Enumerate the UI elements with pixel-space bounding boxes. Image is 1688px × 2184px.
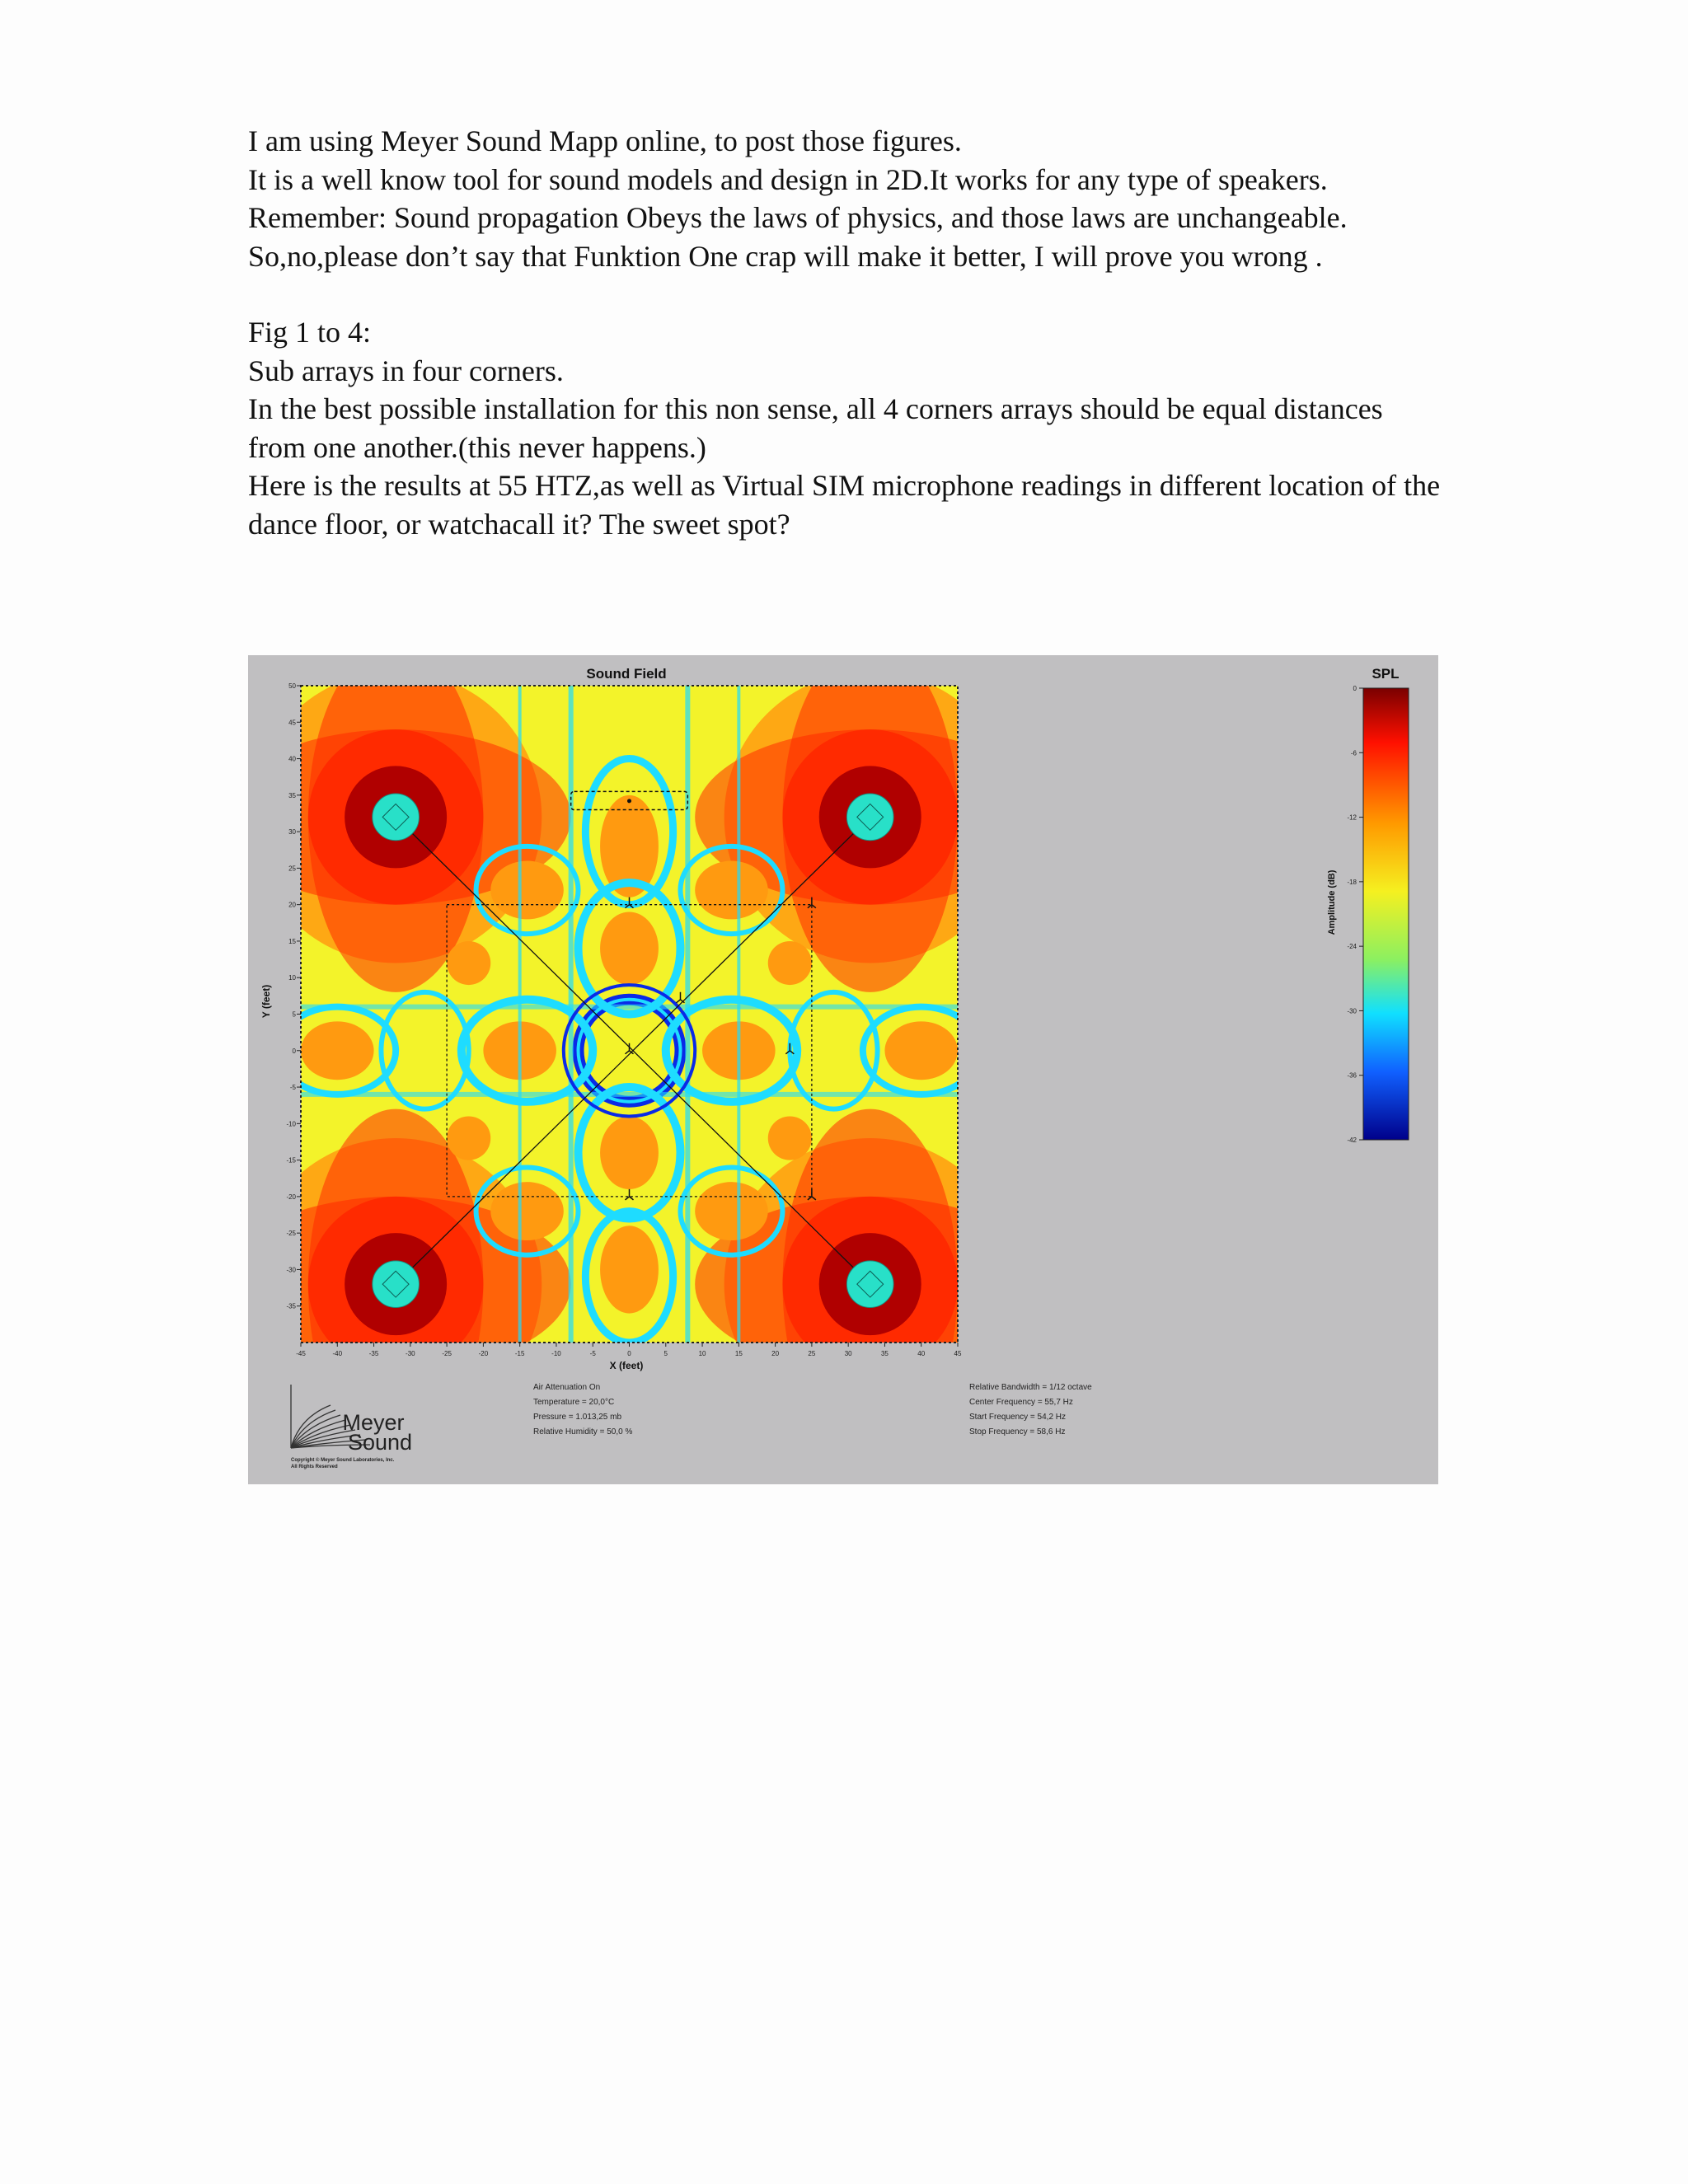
y-tick-label: 20 bbox=[288, 901, 296, 909]
text-line: I am using Meyer Sound Mapp online, to post those figures. bbox=[248, 124, 962, 157]
field-zone-orange bbox=[490, 1182, 564, 1240]
field-zone-orange bbox=[600, 1226, 659, 1313]
y-tick-label: -15 bbox=[286, 1156, 296, 1165]
colorbar-ticks bbox=[1347, 685, 1363, 1144]
field-zone-orange bbox=[447, 941, 490, 985]
y-tick-label: -30 bbox=[286, 1266, 296, 1274]
logo-copyright: Copyright © Meyer Sound Laboratories, Inc. bbox=[291, 1458, 395, 1463]
text-line: Fig 1 to 4: bbox=[248, 316, 372, 349]
field-zone-orange bbox=[301, 1021, 374, 1080]
info-line: Pressure = 1.013,25 mb bbox=[533, 1413, 622, 1422]
x-tick-label: -40 bbox=[332, 1350, 343, 1357]
y-tick-label: 25 bbox=[288, 865, 296, 873]
meyer-sound-logo bbox=[291, 1385, 412, 1469]
logo-copyright: All Rights Reserved bbox=[291, 1465, 338, 1469]
x-tick-label: 40 bbox=[917, 1350, 926, 1357]
x-tick-label: 20 bbox=[771, 1350, 780, 1357]
y-tick-label: 40 bbox=[288, 755, 296, 763]
colorbar-tick-label: -6 bbox=[1350, 749, 1357, 757]
y-tick-label: 35 bbox=[288, 791, 296, 799]
info-line: Temperature = 20,0°C bbox=[533, 1398, 615, 1407]
x-axis-label: X (feet) bbox=[609, 1360, 644, 1371]
sound-field-svg bbox=[248, 655, 1438, 1484]
x-tick-label: 0 bbox=[627, 1350, 631, 1357]
x-tick-label: 35 bbox=[880, 1350, 889, 1357]
x-tick-label: -10 bbox=[551, 1350, 561, 1357]
field-zone-orange bbox=[695, 1182, 768, 1240]
y-tick-label: 45 bbox=[288, 719, 296, 727]
info-line: Center Frequency = 55,7 Hz bbox=[969, 1398, 1073, 1407]
speaker-icon bbox=[846, 794, 893, 841]
info-line: Relative Bandwidth = 1/12 octave bbox=[969, 1383, 1092, 1392]
text-line: In the best possible installation for this non sense, all 4 corners arrays should be equal distances from one another.(this never happens.) bbox=[248, 392, 1383, 464]
colorbar-tick-label: -36 bbox=[1347, 1071, 1357, 1080]
info-line: Start Frequency = 54,2 Hz bbox=[969, 1413, 1067, 1422]
logo-line1: Meyer bbox=[342, 1410, 405, 1435]
colorbar-title: SPL bbox=[1372, 666, 1400, 682]
text-line: It is a well know tool for sound models and design in 2D.It works for any type of speakers. bbox=[248, 162, 1328, 196]
text-line: Remember: Sound propagation Obeys the laws of physics, and those laws are unchangeable. So,no,please don’t say that Funktion One crap will make it better, I will prove you wrong . bbox=[248, 201, 1348, 273]
x-tick-label: 5 bbox=[663, 1350, 668, 1357]
logo-line2: Sound bbox=[347, 1430, 413, 1455]
field-zone-orange bbox=[768, 1116, 812, 1160]
y-tick-label: -10 bbox=[286, 1120, 296, 1128]
sound-field-figure bbox=[248, 655, 1438, 1484]
info-line: Stop Frequency = 58,6 Hz bbox=[969, 1427, 1066, 1436]
plot-area bbox=[248, 655, 1045, 1460]
y-axis-label: Y (feet) bbox=[260, 984, 272, 1019]
colorbar-tick-label: -18 bbox=[1347, 878, 1357, 886]
x-tick-label: -35 bbox=[368, 1350, 379, 1357]
info-line: Relative Humidity = 50,0 % bbox=[533, 1427, 633, 1436]
x-tick-label: -15 bbox=[514, 1350, 525, 1357]
colorbar-tick-label: -12 bbox=[1347, 813, 1357, 822]
field-zone-orange bbox=[600, 912, 659, 986]
speaker-icon bbox=[373, 1261, 420, 1308]
colorbar-tick-label: 0 bbox=[1353, 685, 1357, 692]
text-line: Here is the results at 55 HTZ,as well as Virtual SIM microphone readings in different location of the dance floor, or watchacall it? The sweet spot? bbox=[248, 469, 1441, 541]
y-tick-label: 10 bbox=[288, 974, 296, 982]
document-text bbox=[248, 122, 1443, 543]
x-tick-label: 30 bbox=[844, 1350, 852, 1357]
x-tick-label: -5 bbox=[589, 1350, 596, 1357]
field-zone-orange bbox=[695, 861, 768, 920]
y-tick-label: -20 bbox=[286, 1193, 296, 1201]
field-zone-orange bbox=[884, 1021, 958, 1080]
x-tick-label: -20 bbox=[478, 1350, 489, 1357]
y-tick-label: 30 bbox=[288, 828, 296, 837]
y-tick-label: 50 bbox=[288, 682, 296, 690]
speaker-icon bbox=[373, 794, 420, 841]
y-tick-label: 15 bbox=[288, 937, 296, 945]
y-tick-label: 0 bbox=[292, 1047, 296, 1055]
x-tick-label: 45 bbox=[954, 1350, 962, 1357]
colorbar-tick-label: -24 bbox=[1347, 943, 1357, 951]
y-tick-label: -35 bbox=[286, 1302, 296, 1310]
info-line: Air Attenuation On bbox=[533, 1383, 601, 1392]
x-tick-label: 25 bbox=[808, 1350, 816, 1357]
x-tick-label: -45 bbox=[296, 1350, 306, 1357]
y-tick-label: -5 bbox=[289, 1084, 296, 1092]
colorbar-label: Amplitude (dB) bbox=[1327, 869, 1337, 935]
x-tick-label: 10 bbox=[698, 1350, 706, 1357]
chart-title: Sound Field bbox=[586, 666, 667, 682]
x-tick-label: -25 bbox=[442, 1350, 452, 1357]
x-tick-label: 15 bbox=[734, 1350, 743, 1357]
colorbar-tick-label: -30 bbox=[1347, 1007, 1357, 1015]
colorbar-tick-label: -42 bbox=[1347, 1137, 1357, 1144]
speaker-icon bbox=[846, 1261, 893, 1308]
field-zone-orange bbox=[447, 1116, 490, 1160]
field-zone-orange bbox=[600, 1116, 659, 1189]
info-right bbox=[969, 1383, 1092, 1436]
colorbar bbox=[1363, 688, 1409, 1140]
y-tick-label: -25 bbox=[286, 1230, 296, 1238]
array-point bbox=[627, 799, 631, 803]
y-tick-label: 5 bbox=[292, 1010, 296, 1019]
field-zone-orange bbox=[768, 941, 812, 985]
info-left bbox=[533, 1383, 632, 1436]
x-tick-label: -30 bbox=[406, 1350, 415, 1357]
text-line: Sub arrays in four corners. bbox=[248, 354, 564, 387]
field-zone-orange bbox=[490, 861, 564, 920]
